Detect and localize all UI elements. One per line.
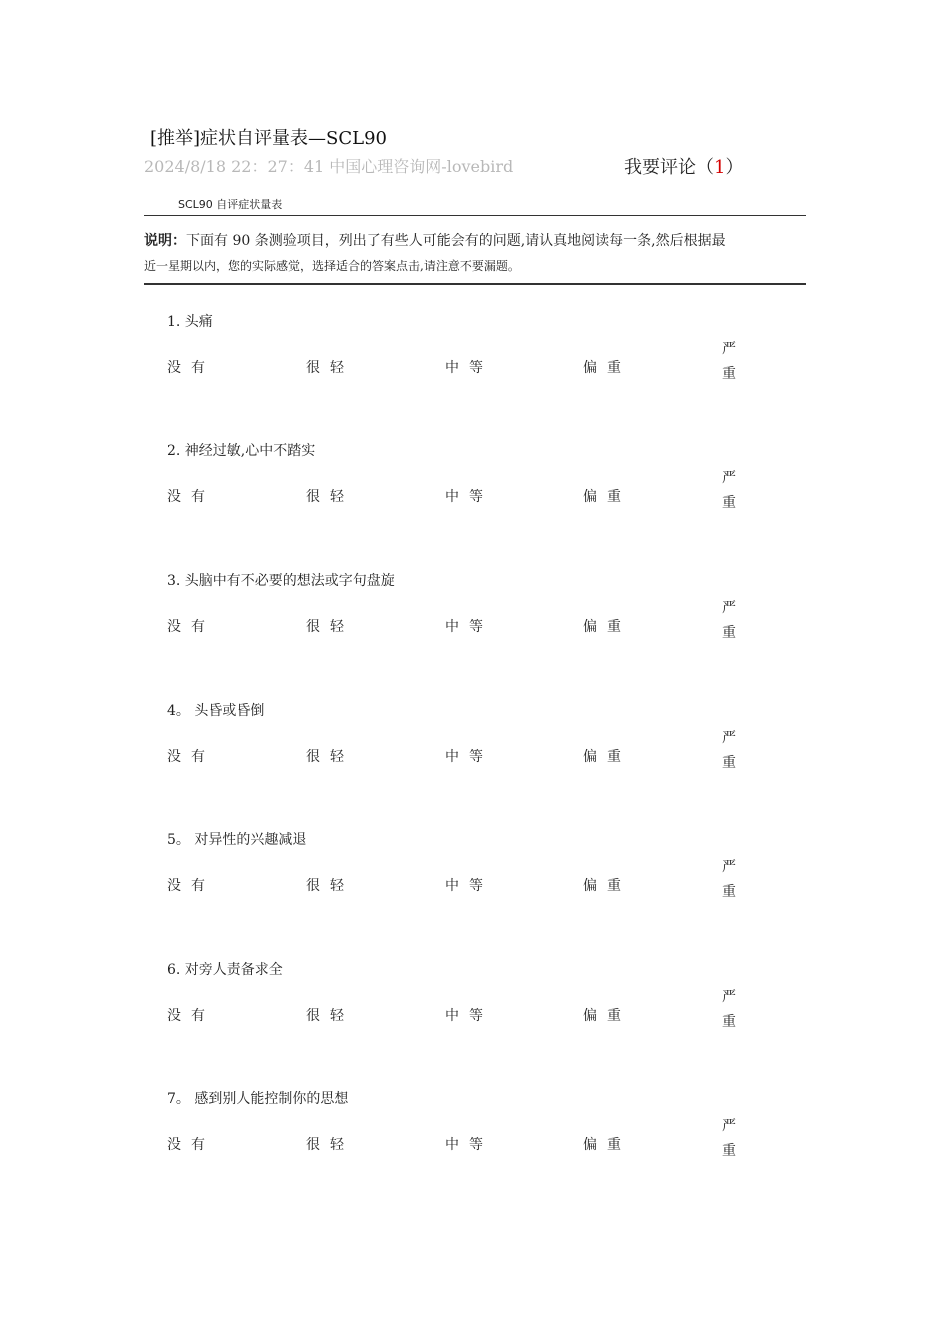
- question-text: 3. 头脑中有不必要的想法或字句盘旋: [167, 573, 395, 589]
- option-severe-top: 严: [722, 470, 736, 486]
- option-severe-top: 严: [722, 859, 736, 875]
- page-title: [推举]症状自评量表—SCL90: [150, 128, 388, 149]
- option-none[interactable]: 没有: [167, 1008, 215, 1024]
- option-severe[interactable]: [722, 726, 738, 776]
- option-moderate[interactable]: 中等: [445, 878, 493, 894]
- option-moderate[interactable]: 中等: [445, 749, 493, 765]
- instructions-label: 说明：: [144, 233, 186, 249]
- option-mild[interactable]: 很轻: [306, 1137, 354, 1153]
- question-item: [0, 1088, 950, 1208]
- question-item: [0, 440, 950, 560]
- post-meta: 2024/8/18 22：27：41 中国心理咨询网-lovebird: [144, 157, 514, 176]
- option-quite[interactable]: 偏重: [583, 1137, 631, 1153]
- option-severe-top: 严: [722, 1118, 736, 1134]
- option-none[interactable]: 没有: [167, 878, 215, 894]
- option-severe-bottom: 重: [722, 366, 736, 382]
- option-moderate[interactable]: 中等: [445, 619, 493, 635]
- option-severe-bottom: 重: [722, 495, 736, 511]
- option-mild[interactable]: 很轻: [306, 489, 354, 505]
- scale-subtitle: SCL90 自评症状量表: [178, 198, 283, 211]
- option-severe[interactable]: [722, 985, 738, 1035]
- option-severe-bottom: 重: [722, 625, 736, 641]
- question-text: 5。 对异性的兴趣减退: [167, 832, 307, 848]
- option-severe[interactable]: [722, 855, 738, 905]
- option-none[interactable]: 没有: [167, 360, 215, 376]
- option-severe-bottom: 重: [722, 755, 736, 771]
- option-severe-top: 严: [722, 730, 736, 746]
- question-text: 2. 神经过敏,心中不踏实: [167, 443, 316, 459]
- option-severe-bottom: 重: [722, 1014, 736, 1030]
- option-quite[interactable]: 偏重: [583, 619, 631, 635]
- comment-link[interactable]: [624, 153, 743, 179]
- option-mild[interactable]: 很轻: [306, 619, 354, 635]
- option-mild[interactable]: 很轻: [306, 878, 354, 894]
- divider-top: [144, 215, 806, 216]
- option-mild[interactable]: 很轻: [306, 749, 354, 765]
- option-none[interactable]: 没有: [167, 1137, 215, 1153]
- option-none[interactable]: 没有: [167, 619, 215, 635]
- question-item: [0, 311, 950, 431]
- option-severe-bottom: 重: [722, 1143, 736, 1159]
- instructions: [144, 229, 808, 279]
- instructions-line-1: 下面有 90 条测验项目，列出了有些人可能会有的问题,请认真地阅读每一条,然后根据最: [186, 233, 726, 249]
- comment-close: ）: [725, 157, 744, 178]
- question-item: [0, 700, 950, 820]
- question-text: 7。 感到别人能控制你的思想: [167, 1091, 349, 1107]
- option-severe-top: 严: [722, 989, 736, 1005]
- question-item: [0, 829, 950, 949]
- option-severe[interactable]: [722, 1114, 738, 1164]
- question-text: 4。 头昏或昏倒: [167, 703, 265, 719]
- divider-bottom: [144, 283, 806, 285]
- comment-label: 我要评论（: [624, 157, 714, 178]
- option-severe-bottom: 重: [722, 884, 736, 900]
- question-item: [0, 570, 950, 690]
- option-moderate[interactable]: 中等: [445, 1008, 493, 1024]
- comment-count: 1: [714, 157, 726, 178]
- option-moderate[interactable]: 中等: [445, 489, 493, 505]
- option-severe-top: 严: [722, 600, 736, 616]
- question-text: 6. 对旁人责备求全: [167, 962, 283, 978]
- option-mild[interactable]: 很轻: [306, 360, 354, 376]
- option-severe[interactable]: [722, 337, 738, 387]
- option-quite[interactable]: 偏重: [583, 1008, 631, 1024]
- option-quite[interactable]: 偏重: [583, 878, 631, 894]
- question-item: [0, 959, 950, 1079]
- option-moderate[interactable]: 中等: [445, 1137, 493, 1153]
- instructions-line-2: 近一星期以内，您的实际感觉，选择适合的答案点击,请注意不要漏题。: [144, 259, 520, 273]
- question-text: 1. 头痛: [167, 314, 213, 330]
- option-quite[interactable]: 偏重: [583, 749, 631, 765]
- option-none[interactable]: 没有: [167, 489, 215, 505]
- option-severe[interactable]: [722, 596, 738, 646]
- option-moderate[interactable]: 中等: [445, 360, 493, 376]
- option-quite[interactable]: 偏重: [583, 489, 631, 505]
- option-quite[interactable]: 偏重: [583, 360, 631, 376]
- option-mild[interactable]: 很轻: [306, 1008, 354, 1024]
- option-none[interactable]: 没有: [167, 749, 215, 765]
- option-severe-top: 严: [722, 341, 736, 357]
- option-severe[interactable]: [722, 466, 738, 516]
